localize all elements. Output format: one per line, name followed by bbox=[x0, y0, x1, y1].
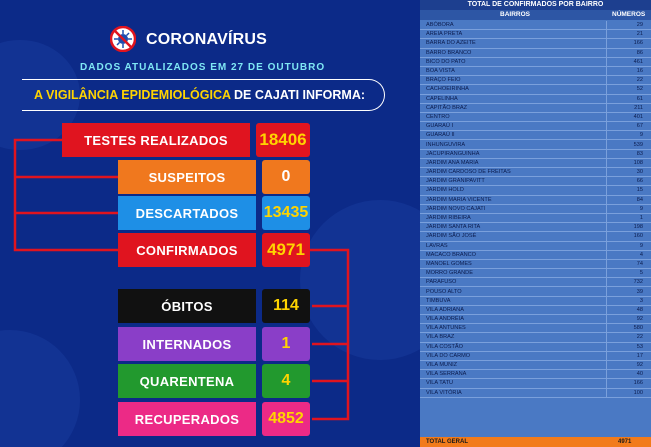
neighborhood-name: JARDIM HOLD bbox=[420, 186, 607, 195]
neighborhood-name: JARDIM SANTA RITA bbox=[420, 223, 607, 232]
neighborhood-count: 1 bbox=[607, 213, 651, 222]
total-value: 4971 bbox=[618, 439, 632, 445]
neighborhood-count: 67 bbox=[607, 122, 651, 131]
table-row bbox=[420, 315, 651, 324]
neighborhood-name: VILA DO CARMO bbox=[420, 351, 607, 360]
stat-card-suspeitos: SUSPEITOS bbox=[118, 160, 256, 194]
neighborhood-count: 21 bbox=[607, 30, 651, 39]
neighborhood-name: JACUPIRANGUINHA bbox=[420, 149, 607, 158]
neighborhood-name: BOA VISTA bbox=[420, 66, 607, 75]
table-row bbox=[420, 48, 651, 57]
table-title: TOTAL DE CONFIRMADOS POR BAIRRO bbox=[420, 0, 651, 10]
neighborhood-count: 17 bbox=[607, 351, 651, 360]
table-row bbox=[420, 186, 651, 195]
neighborhood-name: GUARAÚ I bbox=[420, 122, 607, 131]
stat-card-internados: INTERNADOS bbox=[118, 327, 256, 361]
stat-card-testes-realizados: TESTES REALIZADOS bbox=[62, 123, 250, 157]
neighborhood-name: LAVRAS bbox=[420, 241, 607, 250]
neighborhood-count: 401 bbox=[607, 112, 651, 121]
table-row bbox=[420, 131, 651, 140]
table-row bbox=[420, 250, 651, 259]
neighborhood-count: 39 bbox=[607, 287, 651, 296]
stat-value--bitos: 114 bbox=[262, 289, 310, 323]
table-row bbox=[420, 241, 651, 250]
stat-value-recuperados: 4852 bbox=[262, 402, 310, 436]
neighborhood-count: 9 bbox=[607, 241, 651, 250]
col-bairros: BAIRROS bbox=[500, 11, 530, 18]
table-row bbox=[420, 66, 651, 75]
table-row bbox=[420, 305, 651, 314]
table-row bbox=[420, 370, 651, 379]
stat-card-quarentena: QUARENTENA bbox=[118, 364, 256, 398]
neighborhood-count: 29 bbox=[607, 21, 651, 30]
neighborhood-name: BARRA DO AZEITE bbox=[420, 39, 607, 48]
neighborhood-name: INHUNGUVIRA bbox=[420, 140, 607, 149]
neighborhood-name: VILA ADRIANA bbox=[420, 305, 607, 314]
neighborhood-name: JARDIM SÃO JOSÉ bbox=[420, 232, 607, 241]
table-row bbox=[420, 333, 651, 342]
neighborhood-count: 48 bbox=[607, 305, 651, 314]
table-row bbox=[420, 39, 651, 48]
neighborhood-count: 15 bbox=[607, 186, 651, 195]
neighborhood-count: 61 bbox=[607, 94, 651, 103]
neighborhood-name: JARDIM ANA MARIA bbox=[420, 158, 607, 167]
announcement-rest: DE CAJATI INFORMA: bbox=[230, 88, 366, 102]
neighborhood-name: BRAÇO FEIO bbox=[420, 76, 607, 85]
neighborhood-count: 16 bbox=[607, 66, 651, 75]
table-row bbox=[420, 158, 651, 167]
stat-value-confirmados: 4971 bbox=[262, 233, 310, 267]
neighborhood-count: 30 bbox=[607, 168, 651, 177]
table-row bbox=[420, 57, 651, 66]
neighborhood-count: 22 bbox=[607, 76, 651, 85]
neighborhood-name: VILA MUNIZ bbox=[420, 360, 607, 369]
stat-value-internados: 1 bbox=[262, 327, 310, 361]
neighborhood-count: 166 bbox=[607, 39, 651, 48]
table-row bbox=[420, 351, 651, 360]
total-label: TOTAL GERAL bbox=[426, 439, 468, 445]
table-row bbox=[420, 213, 651, 222]
table-row bbox=[420, 379, 651, 388]
table-row bbox=[420, 149, 651, 158]
table-row bbox=[420, 122, 651, 131]
neighborhood-name: VILA SERRANA bbox=[420, 370, 607, 379]
stat-card-confirmados: CONFIRMADOS bbox=[118, 233, 256, 267]
table-header bbox=[420, 10, 651, 20]
neighborhood-count: 86 bbox=[607, 48, 651, 57]
neighborhood-count: 108 bbox=[607, 158, 651, 167]
neighborhood-name: VILA COSTÃO bbox=[420, 342, 607, 351]
neighborhood-name: TIMBUVA bbox=[420, 296, 607, 305]
neighborhood-count: 539 bbox=[607, 140, 651, 149]
neighborhood-table bbox=[420, 21, 651, 398]
neighborhood-count: 9 bbox=[607, 204, 651, 213]
table-row bbox=[420, 140, 651, 149]
neighborhood-name: VILA VITÓRIA bbox=[420, 388, 607, 397]
neighborhood-count: 3 bbox=[607, 296, 651, 305]
neighborhood-name: JARDIM RIBEIRA bbox=[420, 213, 607, 222]
table-row bbox=[420, 103, 651, 112]
neighborhood-name: JARDIM CARDOSO DE FREITAS bbox=[420, 168, 607, 177]
table-row bbox=[420, 287, 651, 296]
neighborhood-count: 92 bbox=[607, 315, 651, 324]
neighborhood-name: VILA BRAZ bbox=[420, 333, 607, 342]
total-row bbox=[420, 437, 651, 447]
neighborhood-count: 5 bbox=[607, 269, 651, 278]
neighborhood-name: JARDIM MARIA VICENTE bbox=[420, 195, 607, 204]
neighborhood-name: POUSO ALTO bbox=[420, 287, 607, 296]
table-row bbox=[420, 388, 651, 397]
neighborhood-name: MANOEL GOMES bbox=[420, 259, 607, 268]
table-row bbox=[420, 21, 651, 30]
table-row bbox=[420, 269, 651, 278]
neighborhood-count: 211 bbox=[607, 103, 651, 112]
stat-value-quarentena: 4 bbox=[262, 364, 310, 398]
neighborhood-count: 52 bbox=[607, 85, 651, 94]
table-row bbox=[420, 223, 651, 232]
neighborhood-count: 166 bbox=[607, 379, 651, 388]
neighborhood-count: 53 bbox=[607, 342, 651, 351]
neighborhood-name: CACHOEIRINHA bbox=[420, 85, 607, 94]
table-row bbox=[420, 324, 651, 333]
stat-value-suspeitos: 0 bbox=[262, 160, 310, 194]
table-row bbox=[420, 30, 651, 39]
neighborhood-count: 74 bbox=[607, 259, 651, 268]
table-row bbox=[420, 342, 651, 351]
stat-value-testes-realizados: 18406 bbox=[256, 123, 310, 157]
neighborhood-name: BARRO BRANCO bbox=[420, 48, 607, 57]
neighborhood-count: 66 bbox=[607, 177, 651, 186]
neighborhood-count: 40 bbox=[607, 370, 651, 379]
neighborhood-count: 198 bbox=[607, 223, 651, 232]
table-row bbox=[420, 232, 651, 241]
neighborhood-name: VILA ANDRÉIA bbox=[420, 315, 607, 324]
neighborhood-name: VILA ANTUNES bbox=[420, 324, 607, 333]
table-row bbox=[420, 204, 651, 213]
page-title: CORONAVÍRUS bbox=[146, 31, 268, 48]
neighborhood-name: BICO DO PATO bbox=[420, 57, 607, 66]
neighborhood-name: JARDIM NOVO CAJATI bbox=[420, 204, 607, 213]
neighborhood-count: 100 bbox=[607, 388, 651, 397]
neighborhood-name: ABÓBORA bbox=[420, 21, 607, 30]
table-row bbox=[420, 296, 651, 305]
table-row bbox=[420, 360, 651, 369]
stat-card-recuperados: RECUPERADOS bbox=[118, 402, 256, 436]
table-row bbox=[420, 177, 651, 186]
neighborhood-name: AREIA PRETA bbox=[420, 30, 607, 39]
announcement-highlight: A VIGILÂNCIA EPIDEMIOLÓGICA bbox=[34, 88, 231, 102]
neighborhood-count: 4 bbox=[607, 250, 651, 259]
table-row bbox=[420, 168, 651, 177]
neighborhood-count: 83 bbox=[607, 149, 651, 158]
neighborhood-name: JARDIM GRANIPAVITT bbox=[420, 177, 607, 186]
neighborhood-name: GUARAÚ II bbox=[420, 131, 607, 140]
neighborhood-count: 461 bbox=[607, 57, 651, 66]
neighborhood-count: 9 bbox=[607, 131, 651, 140]
neighborhood-name: MACACO BRANCO bbox=[420, 250, 607, 259]
neighborhood-count: 22 bbox=[607, 333, 651, 342]
table-row bbox=[420, 94, 651, 103]
col-numeros: NÚMEROS bbox=[612, 11, 646, 18]
neighborhood-count: 580 bbox=[607, 324, 651, 333]
stat-card-descartados: DESCARTADOS bbox=[118, 196, 256, 230]
table-row bbox=[420, 278, 651, 287]
neighborhood-count: 92 bbox=[607, 360, 651, 369]
neighborhood-name: MORRO GRANDE bbox=[420, 269, 607, 278]
neighborhood-name: VILA TATU bbox=[420, 379, 607, 388]
stat-value-descartados: 13435 bbox=[262, 196, 310, 230]
update-date: DADOS ATUALIZADOS EM 27 DE OUTUBRO bbox=[80, 62, 326, 73]
neighborhood-name: CENTRO bbox=[420, 112, 607, 121]
neighborhood-table-panel bbox=[420, 0, 651, 447]
neighborhood-count: 84 bbox=[607, 195, 651, 204]
table-row bbox=[420, 195, 651, 204]
neighborhood-name: CAPELINHA bbox=[420, 94, 607, 103]
table-row bbox=[420, 259, 651, 268]
stat-card--bitos: ÓBITOS bbox=[118, 289, 256, 323]
neighborhood-count: 732 bbox=[607, 278, 651, 287]
table-row bbox=[420, 85, 651, 94]
neighborhood-name: PARAFUSO bbox=[420, 278, 607, 287]
table-row bbox=[420, 112, 651, 121]
neighborhood-name: CAPITÃO BRAZ bbox=[420, 103, 607, 112]
neighborhood-count: 160 bbox=[607, 232, 651, 241]
table-row bbox=[420, 76, 651, 85]
